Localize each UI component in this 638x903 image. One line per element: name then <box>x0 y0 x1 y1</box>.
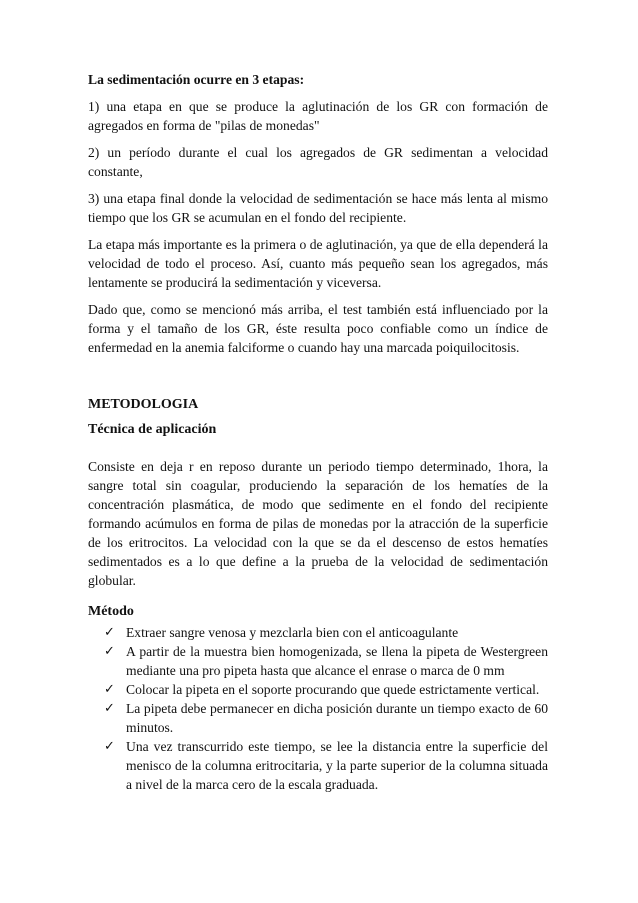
stage-3-paragraph: 3) una etapa final donde la velocidad de sedimentación se hace más lenta al mismo tiempo que los GR se acumulan en el fondo del recipiente. <box>88 191 548 225</box>
check-mark-icon: ✓ <box>104 739 115 754</box>
check-mark-icon: ✓ <box>104 682 115 697</box>
methodology-heading: METODOLOGIA <box>88 397 199 412</box>
technique-paragraph: Consiste en deja r en reposo durante un periodo tiempo determinado, 1hora, la sangre total sin coagular, produciendo la separación de los hematíes de la concentración plasmática, de modo que sedimente en el fondo del recipiente formando acúmulos en forma de pilas de monedas por la atracción de la superficie de los eritrocitos. La velocidad con la que se da el descenso de estos hematíes sedimentados es a lo que define a la prueba de la velocidad de sedimentación globular. <box>88 459 548 588</box>
method-step-text: A partir de la muestra bien homogenizada, se llena la pipeta de Westergreen mediante una pro pipeta hasta que alcance el enrase o marca de 0 mm <box>126 644 548 678</box>
reliability-paragraph: Dado que, como se mencionó más arriba, el test también está influenciado por la forma y el tamaño de los GR, éste resulta poco confiable como un índice de enfermedad en la anemia falciforme o cuando hay una marcada poiquilocitosis. <box>88 302 548 355</box>
section-spacer <box>88 365 548 395</box>
list-item <box>104 642 548 680</box>
method-heading: Método <box>88 604 134 619</box>
method-step-text: Colocar la pipeta en el soporte procurando que quede estrictamente vertical. <box>126 682 540 697</box>
method-steps-list <box>88 623 548 794</box>
method-step-text: Una vez transcurrido este tiempo, se lee la distancia entre la superficie del menisco de la columna eritrocitaria, y la parte superior de la columna situada a nivel de la marca cero de la escala graduada. <box>126 739 548 792</box>
technique-heading: Técnica de aplicación <box>88 422 217 437</box>
stages-title: La sedimentación ocurre en 3 etapas: <box>88 72 305 87</box>
list-item <box>104 680 548 699</box>
method-step-text: La pipeta debe permanecer en dicha posición durante un tiempo exacto de 60 minutos. <box>126 701 548 735</box>
check-mark-icon: ✓ <box>104 701 115 716</box>
check-mark-icon: ✓ <box>104 644 115 659</box>
document-page <box>88 70 548 794</box>
method-step-text: Extraer sangre venosa y mezclarla bien con el anticoagulante <box>126 625 459 640</box>
importance-paragraph: La etapa más importante es la primera o de aglutinación, ya que de ella dependerá la velocidad de todo el proceso. Así, cuanto más pequeño sean los agregados, más lentamente se producirá la sedimentación y viceversa. <box>88 237 548 290</box>
stage-1-paragraph: 1) una etapa en que se produce la aglutinación de los GR con formación de agregados en forma de "pilas de monedas" <box>88 99 548 133</box>
check-mark-icon: ✓ <box>104 625 115 640</box>
stage-2-paragraph: 2) un período durante el cual los agregados de GR sedimentan a velocidad constante, <box>88 145 548 179</box>
technique-spacer <box>88 445 548 457</box>
list-item <box>104 737 548 794</box>
list-item <box>104 623 548 642</box>
list-item <box>104 699 548 737</box>
